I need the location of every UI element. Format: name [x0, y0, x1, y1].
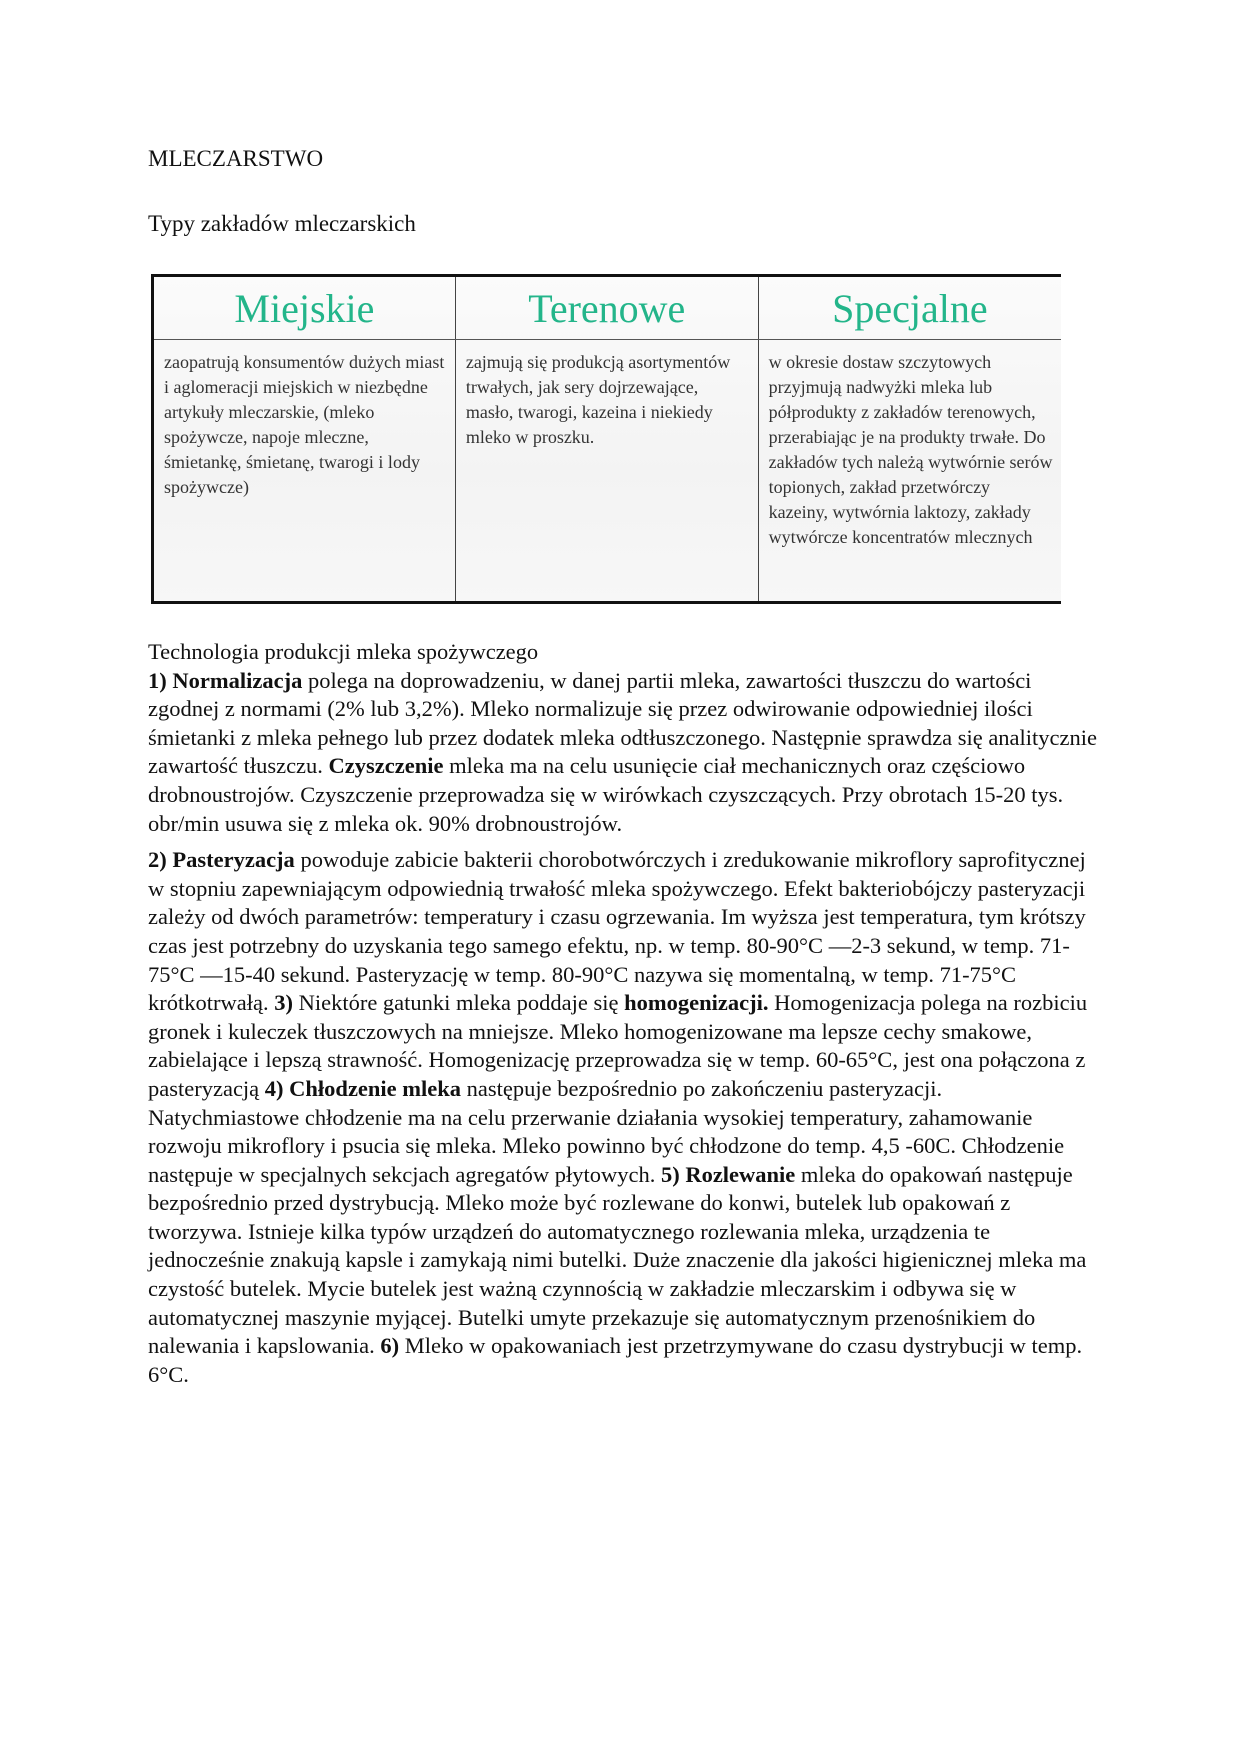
cell-terenowe: zajmują się produkcją asortymentów trwałych, jak sery dojrzewające, masło, twarogi, kazeina i niekiedy mleko w proszku. — [455, 340, 758, 603]
term-czyszczenie: Czyszczenie — [328, 753, 444, 779]
paragraph-1 — [148, 667, 1098, 839]
text: powoduje zabicie bakterii chorobotwórczych i zredukowanie mikroflory saprofitycznej w stopniu zapewniającym odpowiednią trwałość mleka spożywczego. Efekt bakteriobójczy pasteryzacji zależy od dwóch parametrów: temperatury i czasu ogrzewania. Im wyższa jest temperatura, tym krótszy czas jest potrzebny do uzyskania tego samego efektu, np. w temp. 80-90°C —2-3 sekund, w temp. 71-75°C —15-40 sekund. Pasteryzację w temp. 80-90°C nazywa się momentalną, w temp. 71-75°C krótkotrwałą. — [148, 847, 1086, 1016]
paragraph-2 — [148, 846, 1098, 1389]
cell-miejskie: zaopatrują konsumentów dużych miast i aglomeracji miejskich w niezbędne artykuły mleczarskie, (mleko spożywcze, napoje mleczne, śmietankę, śmietanę, twarogi i lody spożywcze) — [153, 340, 456, 603]
term-normalizacja: Normalizacja — [172, 667, 303, 693]
term-rozlewanie: 5) Rozlewanie — [660, 1161, 796, 1187]
text: mleka ma na celu usunięcie ciał mechanicznych oraz częściowo drobnoustrojów. Czyszczenie przeprowadza się w wirówkach czyszczących. Przy obrotach 15-20 tys. obr/min usuwa się z mleka ok. 90% drobnoustrojów. — [148, 753, 1064, 836]
step-number: 6) — [380, 1333, 400, 1359]
body-text — [148, 638, 1098, 1389]
table-row — [153, 340, 1062, 603]
term-pasteryzacja: 2) Pasteryzacja — [148, 847, 295, 873]
header-specjalne: Specjalne — [758, 276, 1061, 340]
text: Mleko w opakowaniach jest przetrzymywane do czasu dystrybucji w temp. 6°C. — [148, 1333, 1083, 1387]
text: następuje bezpośrednio po zakończeniu pasteryzacji. Natychmiastowe chłodzenie ma na celu przerwanie działania wysokiej temperatury, zahamowanie rozwoju mikroflory i psucia się mleka. Mleko powinno być chłodzone do temp. 4,5 -60C. Chłodzenie następuje w specjalnych sekcjach agregatów płytowych. — [148, 1075, 1065, 1187]
text: Homogenizacja polega na rozbiciu gronek i kuleczek tłuszczowych na mniejsze. Mleko homogenizowane ma lepsze cechy smakowe, zabielające i lepszą strawność. Homogenizację przeprowadza się w temp. 60-65°C, jest ona połączona z pasteryzacją — [148, 990, 1088, 1101]
document-title: MLECZARSTWO — [148, 146, 324, 171]
term-homogenizacja: homogenizacji. — [624, 990, 769, 1016]
header-terenowe: Terenowe — [455, 276, 758, 340]
text: Niektóre gatunki mleka poddaje się — [292, 990, 625, 1016]
section-heading: Technologia produkcji mleka spożywczego — [148, 639, 539, 664]
text: polega na doprowadzeniu, w danej partii mleka, zawartości tłuszczu do wartości zgodnej z normami (2% lub 3,2%). Mleko normalizuje się przez odwirowanie odpowiedniej ilości śmietanki z mleka pełnego lub przez dodatek mleka odtłuszczonego. Następnie sprawdza się analitycznie zawartość tłuszczu. — [148, 667, 1098, 779]
table-header-row — [153, 276, 1062, 340]
step-number: 3) — [274, 990, 293, 1016]
header-miejskie: Miejskie — [153, 276, 456, 340]
step-number: 1) — [148, 667, 173, 693]
cell-specjalne: w okresie dostaw szczytowych przyjmują nadwyżki mleka lub półprodukty z zakładów terenowych, przerabiając je na produkty trwałe. Do zakładów tych należą wytwórnie serów topionych, zakład przetwórczy kazeiny, wytwórnia laktozy, zakłady wytwórcze koncentratów mlecznych — [768, 352, 1053, 547]
plant-types-table — [151, 274, 1061, 604]
term-chlodzenie: 4) Chłodzenie mleka — [264, 1075, 462, 1101]
text: mleka do opakowań następuje bezpośrednio przed dystrybucją. Mleko może być rozlewane do konwi, butelek lub opakowań z tworzywa. Istnieje kilka typów urządzeń do automatycznego rozlewania mleka, urządzenia te jednocześnie znakują kapsle i zamykają nimi butelki. Duże znaczenie dla jakości higienicznej mleka ma czystość butelek. Mycie butelek jest ważną czynnością w zakładzie mleczarskim i odbywa się w automatycznej maszynie myjącej. Butelki umyte przekazuje się automatycznym przenośnikiem do nalewania i kapslowania. — [148, 1161, 1087, 1359]
document-subtitle: Typy zakładów mleczarskich — [148, 211, 416, 236]
